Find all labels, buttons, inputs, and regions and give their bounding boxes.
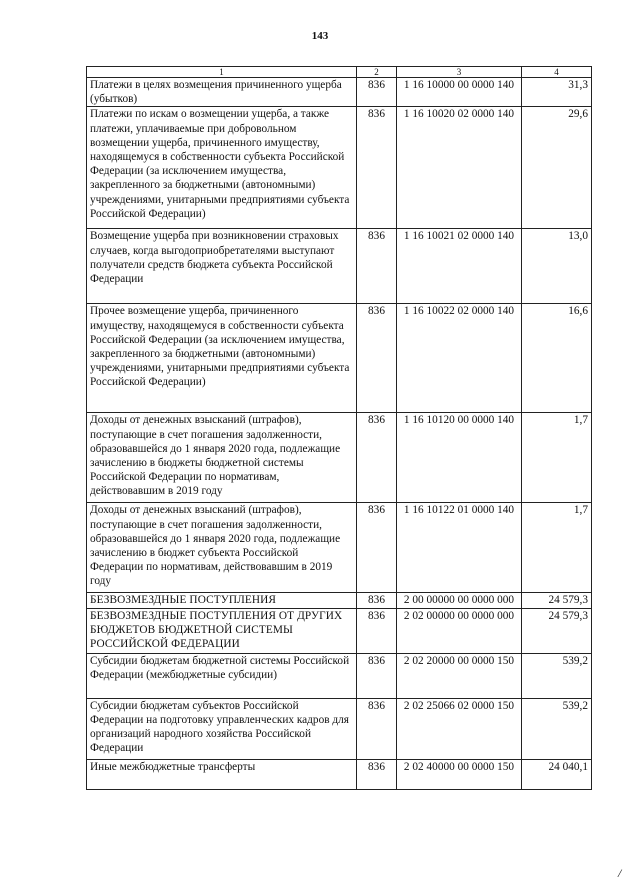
cell-admin-code: 836 xyxy=(357,503,397,593)
cell-amount: 16,6 xyxy=(522,304,592,413)
cell-admin-code: 836 xyxy=(357,653,397,698)
cell-amount: 1,7 xyxy=(522,413,592,503)
table-row xyxy=(87,593,592,608)
table-row xyxy=(87,759,592,789)
cell-budget-code: 2 02 20000 00 0000 150 xyxy=(397,653,522,698)
cell-amount: 24 040,1 xyxy=(522,759,592,789)
cell-name: Доходы от денежных взысканий (штрафов), поступающие в счет погашения задолженности, образовавшейся до 1 января 2020 года, подлежащие зачислению в бюджет субъекта Российской Федерации по нормативам, действовавшим в 2019 году xyxy=(87,503,357,593)
cell-admin-code: 836 xyxy=(357,593,397,608)
cell-name: БЕЗВОЗМЕЗДНЫЕ ПОСТУПЛЕНИЯ ОТ ДРУГИХ БЮДЖЕТОВ БЮДЖЕТНОЙ СИСТЕМЫ РОССИЙСКОЙ ФЕДЕРАЦИИ xyxy=(87,608,357,653)
cell-name: Иные межбюджетные трансферты xyxy=(87,759,357,789)
cell-budget-code: 2 00 00000 00 0000 000 xyxy=(397,593,522,608)
cell-budget-code: 2 02 00000 00 0000 000 xyxy=(397,608,522,653)
cell-budget-code: 1 16 10021 02 0000 140 xyxy=(397,229,522,304)
cell-budget-code: 1 16 10000 00 0000 140 xyxy=(397,78,522,107)
edge-mark: / xyxy=(618,866,622,880)
cell-admin-code: 836 xyxy=(357,78,397,107)
cell-amount: 539,2 xyxy=(522,653,592,698)
cell-name: Платежи в целях возмещения причиненного ущерба (убытков) xyxy=(87,78,357,107)
cell-name: Субсидии бюджетам субъектов Российской Федерации на подготовку управленческих кадров для организаций народного хозяйства Российской Федерации xyxy=(87,698,357,759)
table-row xyxy=(87,304,592,413)
cell-admin-code: 836 xyxy=(357,107,397,229)
cell-admin-code: 836 xyxy=(357,608,397,653)
cell-admin-code: 836 xyxy=(357,229,397,304)
cell-amount: 24 579,3 xyxy=(522,608,592,653)
table-row xyxy=(87,78,592,107)
table-row xyxy=(87,229,592,304)
cell-name: Доходы от денежных взысканий (штрафов), поступающие в счет погашения задолженности, образовавшейся до 1 января 2020 года, подлежащие зачислению в бюджеты бюджетной системы Российской Федерации по нормативам, действовавшим в 2019 году xyxy=(87,413,357,503)
header-col-4: 4 xyxy=(522,67,592,78)
cell-budget-code: 1 16 10122 01 0000 140 xyxy=(397,503,522,593)
header-col-1: 1 xyxy=(87,67,357,78)
cell-admin-code: 836 xyxy=(357,759,397,789)
header-col-2: 2 xyxy=(357,67,397,78)
table-row xyxy=(87,107,592,229)
cell-name: Платежи по искам о возмещении ущерба, а также платежи, уплачиваемые при добровольном возмещении ущерба, причиненного имуществу, находящемуся в собственности субъекта Российской Федерации (за исключением имущества, закрепленного за бюджетными (автономными) учреждениями, унитарными предприятиями субъекта Российской Федерации) xyxy=(87,107,357,229)
revenue-table xyxy=(86,66,592,790)
cell-name: Прочее возмещение ущерба, причиненного имуществу, находящемуся в собственности субъекта Российской Федерации (за исключением имущества, закрепленного за бюджетными (автономными) учреждениями, унитарными предприятиями субъекта Российской Федерации) xyxy=(87,304,357,413)
cell-budget-code: 1 16 10120 00 0000 140 xyxy=(397,413,522,503)
cell-amount: 13,0 xyxy=(522,229,592,304)
table-row xyxy=(87,503,592,593)
cell-admin-code: 836 xyxy=(357,304,397,413)
cell-amount: 24 579,3 xyxy=(522,593,592,608)
cell-amount: 539,2 xyxy=(522,698,592,759)
table-row xyxy=(87,413,592,503)
cell-admin-code: 836 xyxy=(357,413,397,503)
cell-budget-code: 1 16 10022 02 0000 140 xyxy=(397,304,522,413)
table-row xyxy=(87,698,592,759)
table-row xyxy=(87,608,592,653)
table-header-row xyxy=(87,67,592,78)
cell-budget-code: 2 02 25066 02 0000 150 xyxy=(397,698,522,759)
cell-amount: 31,3 xyxy=(522,78,592,107)
cell-budget-code: 1 16 10020 02 0000 140 xyxy=(397,107,522,229)
cell-amount: 1,7 xyxy=(522,503,592,593)
table-row xyxy=(87,653,592,698)
cell-amount: 29,6 xyxy=(522,107,592,229)
cell-budget-code: 2 02 40000 00 0000 150 xyxy=(397,759,522,789)
header-col-3: 3 xyxy=(397,67,522,78)
cell-name: Возмещение ущерба при возникновении страховых случаев, когда выгодоприобретателями выступают получатели средств бюджета субъекта Российской Федерации xyxy=(87,229,357,304)
page-number: 143 xyxy=(311,30,329,42)
cell-name: БЕЗВОЗМЕЗДНЫЕ ПОСТУПЛЕНИЯ xyxy=(87,593,357,608)
cell-admin-code: 836 xyxy=(357,698,397,759)
cell-name: Субсидии бюджетам бюджетной системы Российской Федерации (межбюджетные субсидии) xyxy=(87,653,357,698)
